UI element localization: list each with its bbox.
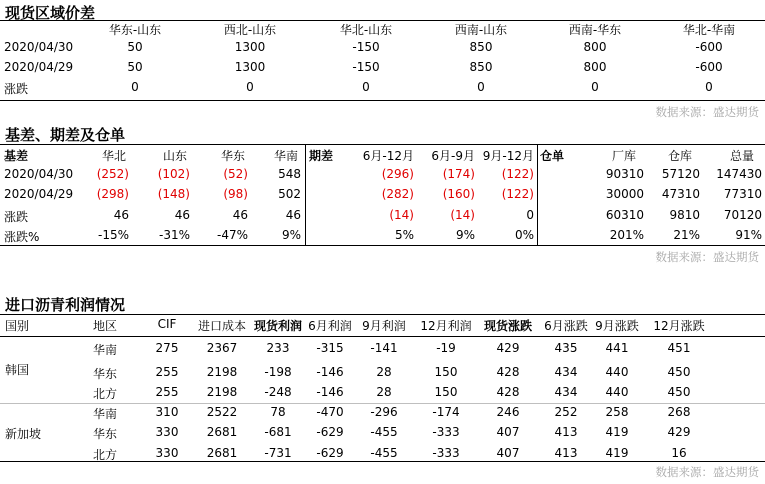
import-region-label: 北方 [93,387,118,401]
spread-cell: (122) [501,167,534,181]
spot-cell: 800 [583,60,607,74]
import-cell: 78 [270,405,286,419]
spot-cell: 0 [591,80,599,94]
import-cell: 419 [605,446,629,460]
basis-row-label: 2020/04/29 [4,187,74,201]
spread-cell: 5% [394,228,414,242]
import-region-label: 华南 [93,343,118,357]
spread-col-header: 6月-9月 [431,149,475,163]
import-cell: 330 [155,425,179,439]
warrant-cell: 30000 [605,187,644,201]
import-cell: -455 [370,446,398,460]
import-cell: 275 [155,341,179,355]
import-cell: -296 [370,405,398,419]
import-cell: 2522 [206,405,238,419]
import-col-header: 6月涨跌 [544,319,588,333]
spot-cell: 850 [469,40,493,54]
spot-cell: 800 [583,40,607,54]
spot-cell: -150 [352,40,380,54]
import-cell: 428 [496,365,520,379]
import-cell: 429 [667,425,691,439]
import-cell: -681 [264,425,292,439]
import-cell: 310 [155,405,179,419]
import-cell: -470 [316,405,344,419]
spot-source-note: 数据来源：盛达期货 [655,105,759,119]
import-cell: 451 [667,341,691,355]
import-col-header: 现货涨跌 [483,319,532,333]
import-cell: -141 [370,341,398,355]
import-cell: 2198 [206,365,238,379]
spot-col-header: 华北-华南 [682,23,736,37]
basis-cell: (148) [157,187,190,201]
spot-cell: 50 [127,60,143,74]
warrant-header-label: 仓单 [540,149,565,163]
basis-cell: -47% [216,228,248,242]
import-cell: -146 [316,365,344,379]
import-col-header: CIF [157,317,177,331]
warrant-cell: 90310 [605,167,644,181]
spot-cell: 50 [127,40,143,54]
spread-header-label: 期差 [309,149,334,163]
basis-cell: 46 [113,208,129,222]
import-cell: 330 [155,446,179,460]
spread-cell: (160) [442,187,475,201]
basis-cell: -31% [158,228,190,242]
import-cell: 150 [434,385,458,399]
import-col-header: 6月利润 [308,319,352,333]
basis-col-header: 山东 [162,149,187,163]
basis-cell: 46 [232,208,248,222]
import-cell: 268 [667,405,691,419]
warrant-cell: 201% [609,228,644,242]
import-cell: -198 [264,365,292,379]
spot-row-label: 2020/04/29 [4,60,74,74]
spot-title: 现货区域价差 [5,4,96,22]
basis-cell: 502 [278,187,301,201]
basis-col-header: 华东 [220,149,245,163]
spot-cell: -150 [352,60,380,74]
import-cell: 255 [155,385,179,399]
import-cell: 28 [376,385,392,399]
basis-col-header: 华北 [101,149,126,163]
import-cell: 419 [605,425,629,439]
basis-cell: (102) [157,167,190,181]
basis-row-label: 2020/04/30 [4,167,74,181]
import-col-header: 9月利润 [362,319,406,333]
basis-cell: 46 [174,208,190,222]
basis-cell: 46 [285,208,301,222]
warrant-cell: 47310 [661,187,700,201]
import-cell: -315 [316,341,344,355]
import-col-header: 现货利润 [253,319,302,333]
import-bottom-rule [0,461,765,462]
import-cell: -629 [316,425,344,439]
basis-cell: (252) [96,167,129,181]
warrant-cell: 9810 [669,208,700,222]
import-cell: 407 [496,446,520,460]
basis-bottom-rule [0,245,765,246]
basis-header-label: 基差 [4,149,29,163]
warrant-col-header: 厂库 [611,149,636,163]
spread-cell: 9% [455,228,475,242]
import-cell: 246 [496,405,520,419]
import-col-header: 12月利润 [420,319,472,333]
import-cell: 407 [496,425,520,439]
import-cell: -19 [436,341,456,355]
spot-col-header: 华北-山东 [339,23,393,37]
spot-cell: -600 [695,40,723,54]
spot-cell: -600 [695,60,723,74]
spot-cell: 850 [469,60,493,74]
basis-cell: 548 [278,167,301,181]
import-cell: 2367 [206,341,238,355]
spot-cell: 1300 [234,60,266,74]
spot-cell: 0 [246,80,254,94]
import-group-rule [0,403,765,404]
import-cell: -333 [432,425,460,439]
import-cell: 440 [605,385,629,399]
import-cell: 150 [434,365,458,379]
import-cell: 441 [605,341,629,355]
spot-cell: 0 [705,80,713,94]
spot-bottom-rule [0,100,765,101]
warrant-col-header: 总量 [729,149,754,163]
import-cell: 233 [266,341,290,355]
import-region-label: 华东 [93,427,118,441]
warrant-cell: 60310 [605,208,644,222]
import-cell: 434 [554,385,578,399]
import-col-header: 地区 [93,319,118,333]
import-cell: 16 [671,446,687,460]
spot-col-header: 西北-山东 [223,23,277,37]
import-cell: 434 [554,365,578,379]
spread-cell: (282) [381,187,414,201]
spot-col-header: 西南-华东 [568,23,622,37]
basis-row-label: 涨跌 [4,210,29,224]
spread-cell: 0% [514,228,534,242]
import-cell: -629 [316,446,344,460]
spot-cell: 0 [362,80,370,94]
import-region-label: 华东 [93,367,118,381]
import-cell: 413 [554,446,578,460]
spot-row-label: 2020/04/30 [4,40,74,54]
basis-divider-1 [305,144,306,245]
warrant-cell: 57120 [661,167,700,181]
warrant-cell: 77310 [723,187,762,201]
spot-cell: 0 [477,80,485,94]
import-col-header: 国别 [5,319,30,333]
import-cell: 440 [605,365,629,379]
spread-col-header: 9月-12月 [482,149,534,163]
spread-col-header: 6月-12月 [362,149,414,163]
warrant-cell: 70120 [723,208,762,222]
import-cell: 435 [554,341,578,355]
import-cell: 2681 [206,446,238,460]
basis-cell: 9% [281,228,301,242]
import-cell: -333 [432,446,460,460]
import-col-header: 9月涨跌 [595,319,639,333]
spread-cell: (296) [381,167,414,181]
basis-divider-2 [537,144,538,245]
warrant-cell: 147430 [716,167,762,181]
spread-cell: (174) [442,167,475,181]
import-cell: 429 [496,341,520,355]
spot-cell: 0 [131,80,139,94]
import-cell: 413 [554,425,578,439]
import-cell: 450 [667,365,691,379]
basis-source-note: 数据来源：盛达期货 [655,250,759,264]
import-title: 进口沥青利润情况 [5,296,126,314]
warrant-cell: 91% [735,228,762,242]
basis-title: 基差、期差及仓单 [5,126,126,144]
spread-cell: (14) [389,208,414,222]
import-col-header: 进口成本 [197,319,246,333]
basis-cell: (298) [96,187,129,201]
import-cell: 428 [496,385,520,399]
import-cell: -248 [264,385,292,399]
spot-col-header: 西南-山东 [454,23,508,37]
import-cell: 450 [667,385,691,399]
import-cell: 2198 [206,385,238,399]
import-cell: 2681 [206,425,238,439]
spot-row-label: 涨跌 [4,82,29,96]
basis-cell: (52) [223,167,248,181]
basis-row-label: 涨跌% [4,230,40,244]
basis-col-header: 华南 [273,149,298,163]
spread-cell: 0 [526,208,534,222]
import-region-label: 华南 [93,407,118,421]
import-cell: 252 [554,405,578,419]
basis-cell: -15% [97,228,129,242]
warrant-cell: 21% [673,228,700,242]
basis-cell: (98) [223,187,248,201]
import-cell: 255 [155,365,179,379]
import-cell: -146 [316,385,344,399]
import-region-label: 北方 [93,448,118,462]
spread-cell: (14) [450,208,475,222]
import-cell: 28 [376,365,392,379]
import-cell: -174 [432,405,460,419]
warrant-col-header: 仓库 [667,149,692,163]
basis-top-rule [0,144,765,145]
import-cell: -731 [264,446,292,460]
import-country-label: 韩国 [5,363,30,377]
import-cell: -455 [370,425,398,439]
spot-col-header: 华东-山东 [108,23,162,37]
import-header-rule [0,336,765,337]
import-cell: 258 [605,405,629,419]
import-country-label: 新加坡 [5,427,42,441]
import-top-rule [0,314,765,315]
spot-cell: 1300 [234,40,266,54]
import-col-header: 12月涨跌 [653,319,705,333]
spread-cell: (122) [501,187,534,201]
import-source-note: 数据来源：盛达期货 [655,465,759,479]
